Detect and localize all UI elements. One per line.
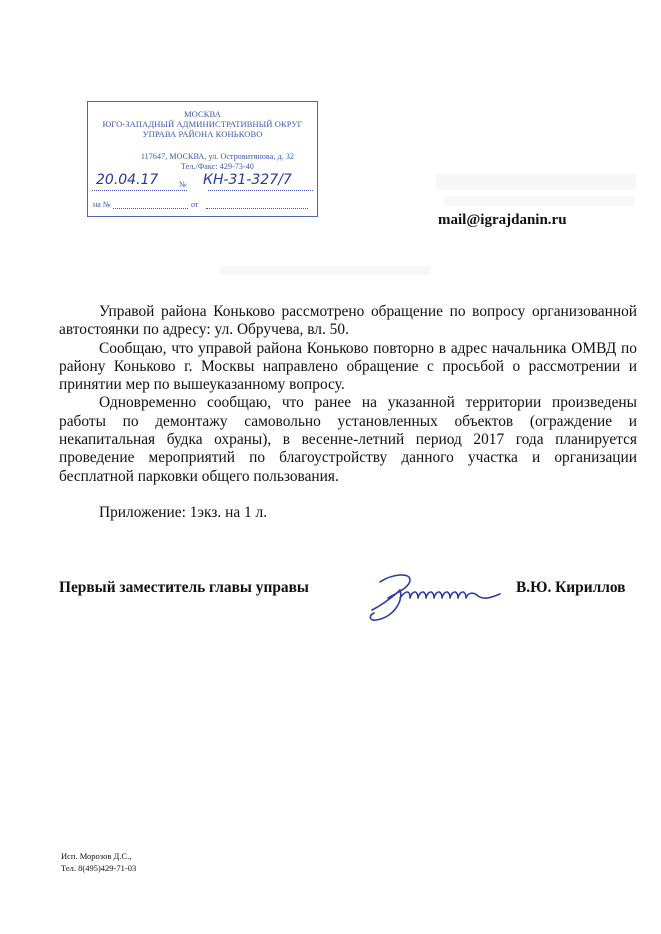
- handwritten-date: 20.04.17: [96, 172, 159, 188]
- executor-phone: Тел. 8(495)429-71-03: [61, 863, 137, 873]
- paragraph: Одновременно сообщаю, что ранее на указанной территории произведены работы по демонтажу самовольно установленных объектов (ограждение и некапитальная будка охраны), в весенне-летний период 2017 года планируется проведение мероприятий по благоустройству данного участка и организации бесплатной парковки общего пользования.: [59, 394, 637, 485]
- signatory-name: В.Ю. Кириллов: [516, 579, 626, 596]
- paragraph: Управой района Коньково рассмотрено обращение по вопросу организованной автостоянки по адресу: ул. Обручева, вл. 50.: [59, 303, 637, 339]
- reference-date-line: [206, 208, 308, 209]
- reference-number-label: на №: [93, 200, 111, 209]
- stamp-city: МОСКВА: [183, 109, 221, 119]
- executor-name: Исп. Морозов Д.С.,: [61, 851, 132, 861]
- paragraph: Сообщаю, что управой района Коньково повторно в адрес начальника ОМВД по району Коньково г. Москвы направлено обращение с просьбой о рассмотрении и принятии мер по вышеуказанному вопросу.: [59, 339, 637, 394]
- attachment-note: Приложение: 1экз. на 1 л.: [99, 504, 268, 521]
- reference-number-line: [113, 208, 188, 209]
- number-sign: №: [179, 180, 187, 189]
- executor-info: [61, 850, 136, 874]
- stamp-organization: УПРАВА РАЙОНА КОНЬКОВО: [142, 129, 263, 139]
- handwritten-number: КН-31-327/7: [203, 172, 292, 188]
- signatory-title: Первый заместитель главы управы: [59, 579, 309, 596]
- date-line: [92, 190, 187, 191]
- redacted-salutation: [220, 266, 430, 275]
- stamp-address: 117647, МОСКВА, ул. Островитянова, д. 32: [140, 152, 295, 161]
- number-line: [208, 190, 313, 191]
- stamp-district: ЮГО-ЗАПАДНЫЙ АДМИНИСТРАТИВНЫЙ ОКРУГ: [102, 119, 303, 129]
- stamp-phone: Тел./Факс: 429-73-40: [180, 162, 254, 171]
- addressee-email: mail@igrajdanin.ru: [438, 212, 567, 228]
- handwritten-signature: [366, 568, 512, 626]
- redacted-addressee-line: [436, 174, 636, 190]
- reference-date-label: от: [191, 200, 199, 209]
- redacted-addressee-line: [444, 196, 634, 206]
- registration-stamp: [87, 101, 318, 217]
- letter-body: [59, 303, 637, 486]
